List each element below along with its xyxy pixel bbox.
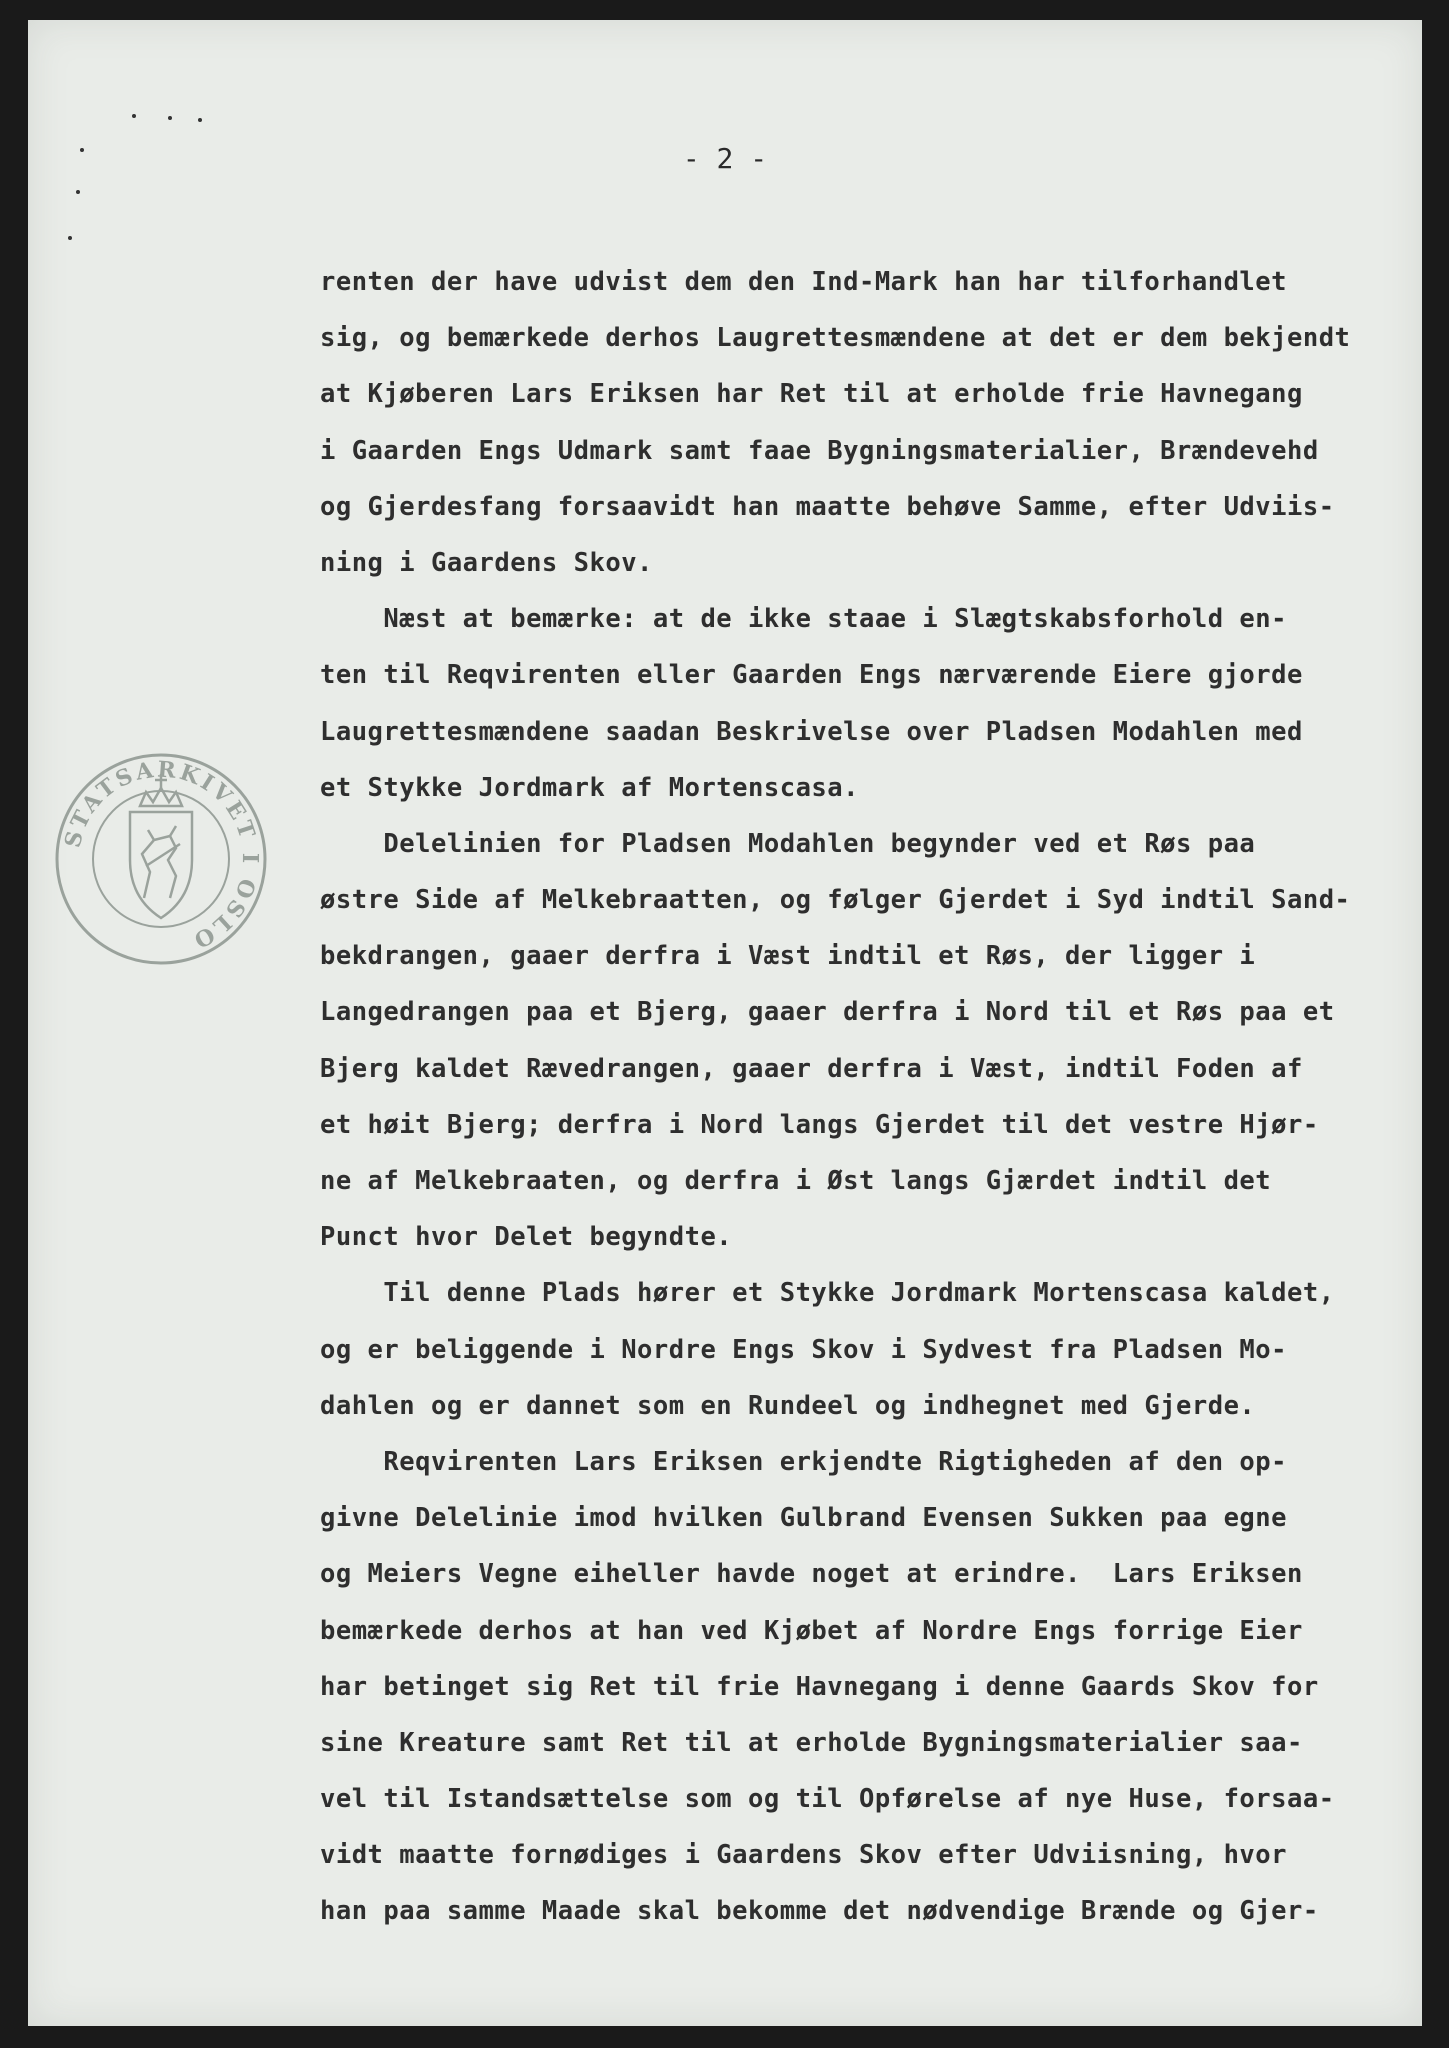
text-line: givne Delelinie imod hvilken Gulbrand Evensen Sukken paa egne — [320, 1503, 1287, 1534]
text-line: Laugrettesmændene saadan Beskrivelse over Pladsen Modahlen med — [320, 716, 1303, 747]
text-line: østre Side af Melkebraatten, og følger Gjerdet i Syd indtil Sand- — [320, 885, 1351, 916]
text-line: vel til Istandsættelse som og til Opførelse af nye Huse, forsaa- — [320, 1784, 1335, 1815]
text-line: Næst at bemærke: at de ikke staae i Slægtskabsforhold en- — [320, 604, 1287, 635]
text-line: Bjerg kaldet Rævedrangen, gaaer derfra i Væst, indtil Foden af — [320, 1053, 1303, 1084]
stamp-text: STATSARKIVET I OSLO — [59, 756, 264, 955]
text-line: renten der have udvist dem den Ind-Mark han har tilforhandlet — [320, 267, 1287, 297]
text-line: ne af Melkebraaten, og derfra i Øst langs Gjærdet indtil det — [320, 1166, 1272, 1196]
text-line: dahlen og er dannet som en Rundeel og indhegnet med Gjerde. — [320, 1390, 1256, 1421]
archive-stamp — [50, 748, 272, 970]
text-line: og Gjerdesfang forsaavidt han maatte behøve Samme, efter Udviis- — [320, 491, 1335, 522]
text-line: sine Kreature samt Ret til at erholde Bygningsmaterialier saa- — [320, 1727, 1303, 1758]
text-line: et Stykke Jordmark af Mortenscasa. — [320, 772, 859, 803]
text-line: sig, og bemærkede derhos Laugrettesmændene at det er dem bekjendt — [320, 323, 1351, 354]
text-line: og Meiers Vegne eiheller havde noget at erindre. Lars Eriksen — [320, 1559, 1303, 1590]
document-page — [28, 20, 1422, 2026]
document-body — [320, 254, 1420, 1940]
text-line: bemærkede derhos at han ved Kjøbet af Nordre Engs forrige Eier — [320, 1615, 1303, 1646]
text-line: et høit Bjerg; derfra i Nord langs Gjerdet til det vestre Hjør- — [320, 1109, 1319, 1140]
text-line: han paa samme Maade skal bekomme det nødvendige Brænde og Gjer- — [320, 1896, 1319, 1927]
text-line: har betinget sig Ret til frie Havnegang i denne Gaards Skov for — [320, 1671, 1319, 1702]
text-line: i Gaarden Engs Udmark samt faae Bygningsmaterialier, Brændevehd — [320, 435, 1319, 466]
text-line: Langedrangen paa et Bjerg, gaaer derfra i Nord til et Røs paa et — [320, 997, 1335, 1028]
page-number: - 2 - — [682, 142, 768, 175]
text-line: Til denne Plads hører et Stykke Jordmark Mortenscasa kaldet, — [320, 1278, 1335, 1309]
text-line: bekdrangen, gaaer derfra i Væst indtil et Røs, der ligger i — [320, 941, 1256, 972]
text-line: Delelinien for Pladsen Modahlen begynder ved et Røs paa — [320, 828, 1256, 859]
text-line: vidt maatte fornødiges i Gaardens Skov efter Udviisning, hvor — [320, 1840, 1287, 1871]
text-line: og er beliggende i Nordre Engs Skov i Sydvest fra Pladsen Mo- — [320, 1334, 1287, 1365]
text-line: Reqvirenten Lars Eriksen erkjendte Rigtigheden af den op- — [320, 1446, 1287, 1477]
text-line: at Kjøberen Lars Eriksen har Ret til at erholde frie Havnegang — [320, 379, 1303, 410]
text-line: Punct hvor Delet begyndte. — [320, 1222, 733, 1253]
text-line: ning i Gaardens Skov. — [320, 547, 653, 578]
text-line: ten til Reqvirenten eller Gaarden Engs nærværende Eiere gjorde — [320, 660, 1303, 691]
